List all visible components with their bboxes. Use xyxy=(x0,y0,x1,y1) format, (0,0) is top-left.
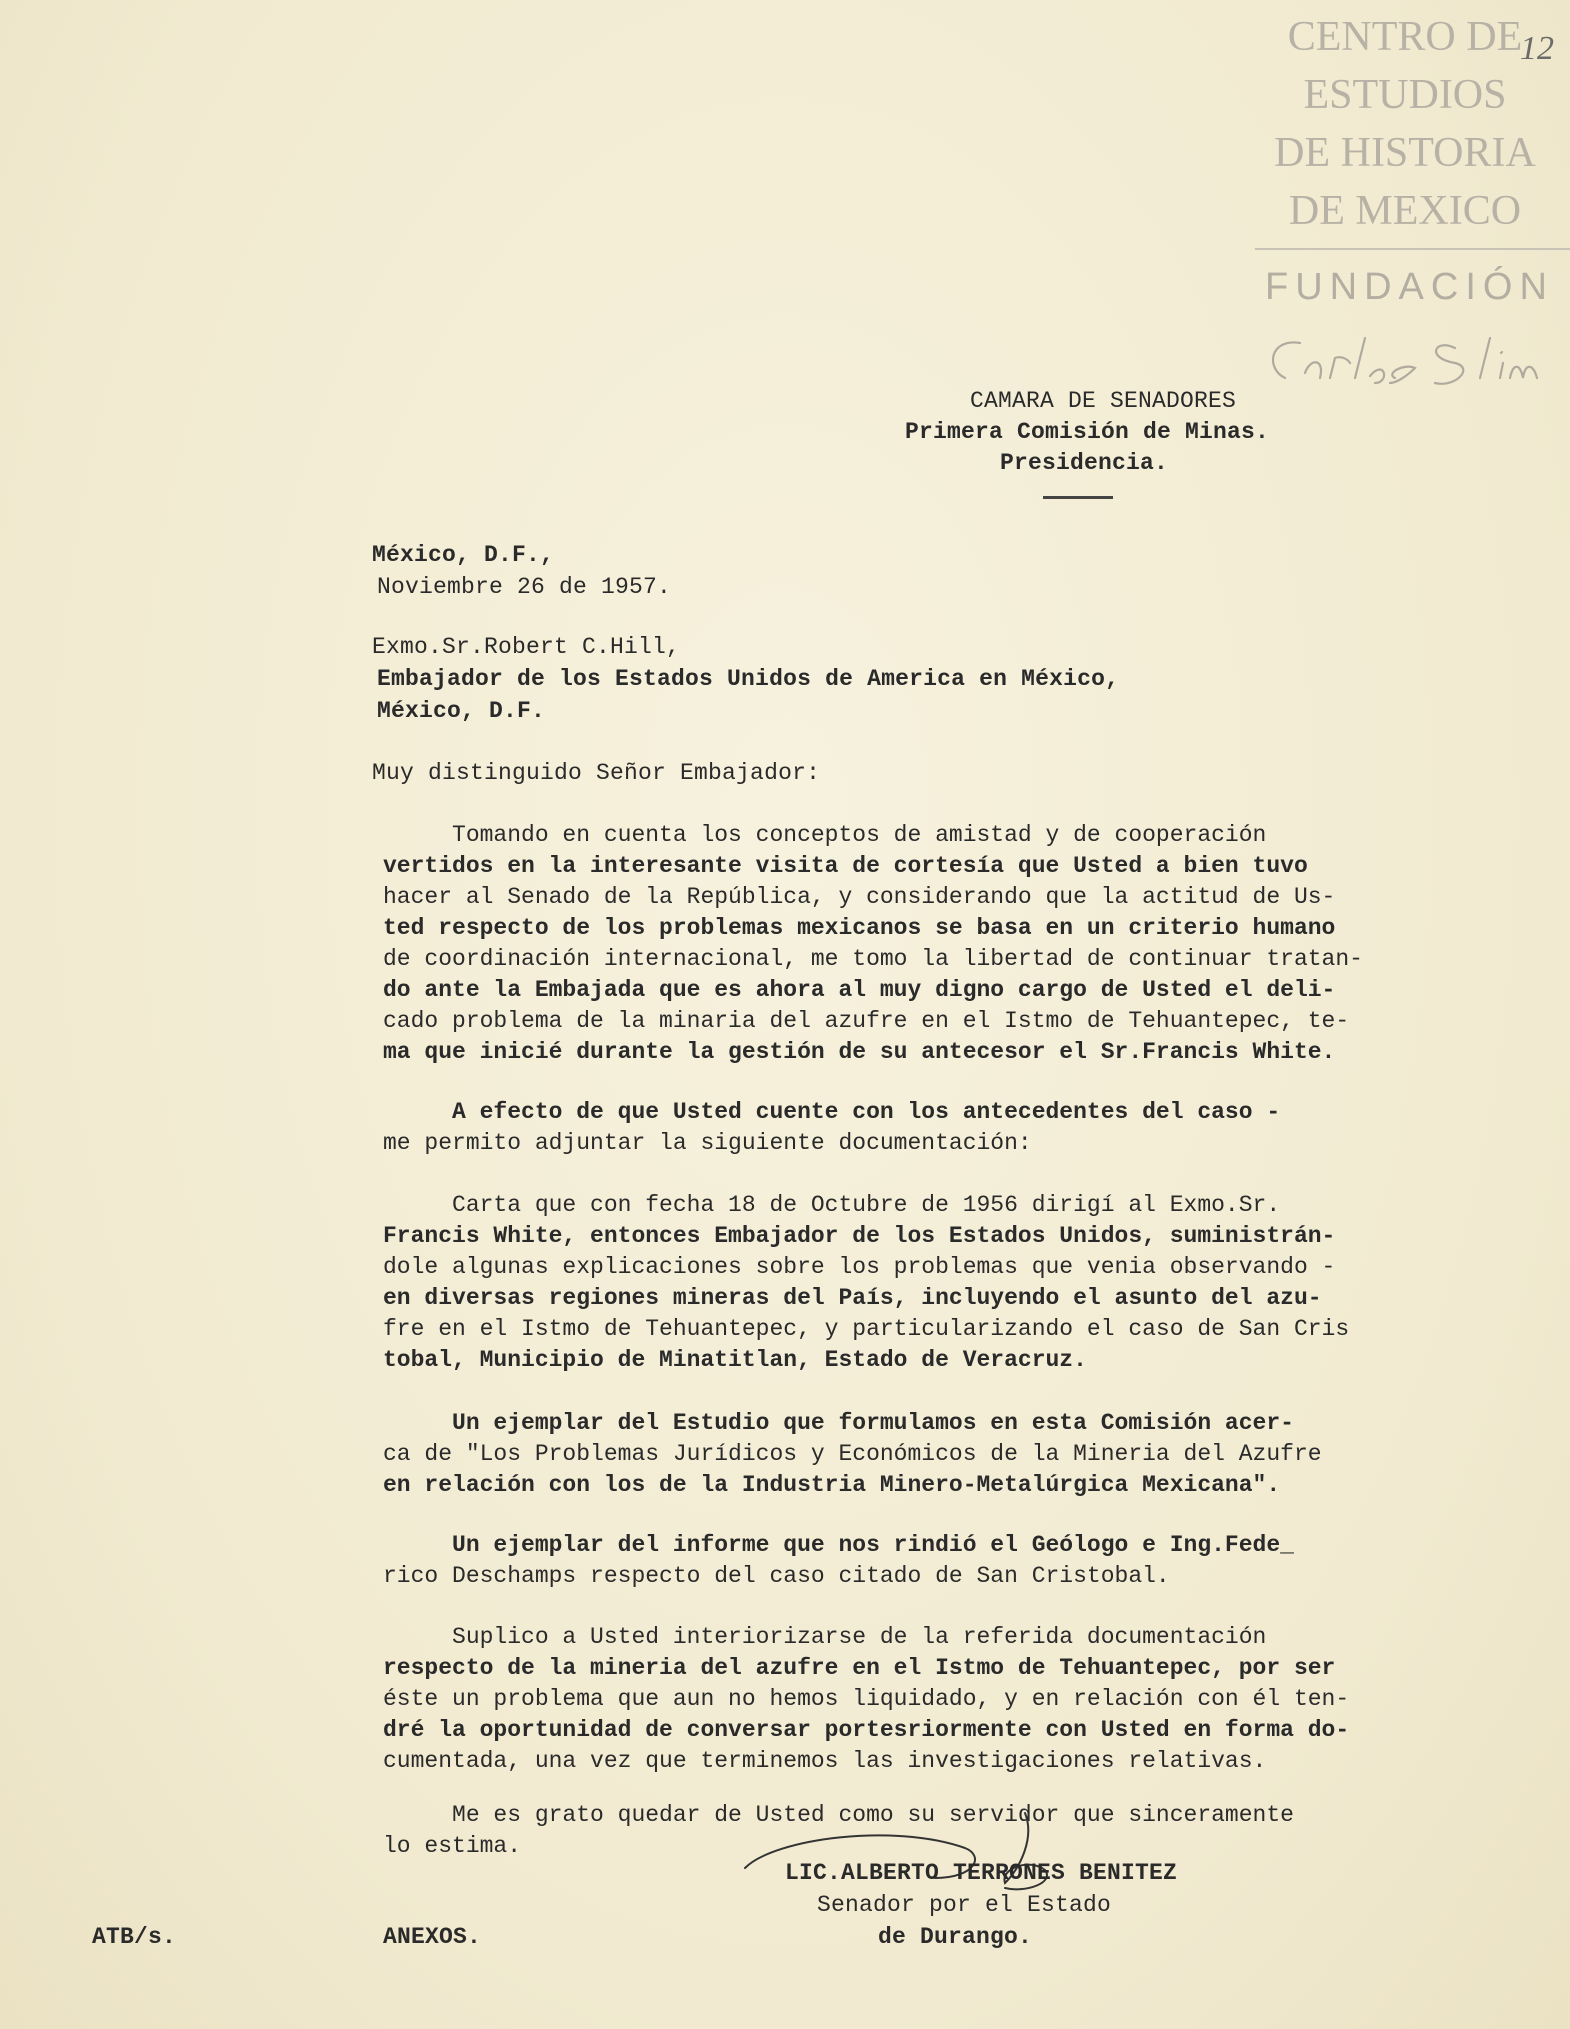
recipient-city: México, D.F. xyxy=(377,698,546,724)
body-paragraph-4 xyxy=(383,1408,1483,1501)
p7-line: Me es grato quedar de Usted como su servidor que sinceramente xyxy=(383,1802,1294,1828)
p1-line: de coordinación internacional, me tomo la libertad de continuar tratan- xyxy=(383,946,1363,972)
p1-line: Tomando en cuenta los conceptos de amistad y de cooperación xyxy=(383,822,1267,848)
p6-line: Suplico a Usted interiorizarse de la referida documentación xyxy=(383,1624,1267,1650)
body-paragraph-2 xyxy=(383,1097,1483,1159)
p3-line: tobal, Municipio de Minatitlan, Estado de Veracruz. xyxy=(383,1347,1087,1373)
carlos-slim-signature-logo xyxy=(1255,328,1565,398)
p1-line: do ante la Embajada que es ahora al muy digno cargo de Usted el deli- xyxy=(383,977,1336,1003)
p2-line: A efecto de que Usted cuente con los antecedentes del caso - xyxy=(383,1099,1281,1125)
p3-line: fre en el Istmo de Tehuantepec, y particularizando el caso de San Cris xyxy=(383,1316,1350,1342)
watermark-line-1: CENTRO DE xyxy=(1287,14,1523,60)
p3-line: dole algunas explicaciones sobre los problemas que venia observando - xyxy=(383,1254,1336,1280)
recipient-name: Exmo.Sr.Robert C.Hill, xyxy=(372,634,681,660)
p4-line: en relación con los de la Industria Minero-Metalúrgica Mexicana". xyxy=(383,1472,1281,1498)
signer-name: LIC.ALBERTO TERRONES BENITEZ xyxy=(785,1860,1178,1886)
p4-line: Un ejemplar del Estudio que formulamos en esta Comisión acer- xyxy=(383,1410,1294,1436)
date-place: México, D.F., xyxy=(372,542,555,568)
signer-state: de Durango. xyxy=(878,1924,1033,1950)
date-line: Noviembre 26 de 1957. xyxy=(377,574,672,600)
archive-watermark xyxy=(1255,8,1555,308)
page-number: 12 xyxy=(1520,30,1554,67)
salutation: Muy distinguido Señor Embajador: xyxy=(372,760,821,786)
p6-line: éste un problema que aun no hemos liquidado, y en relación con él ten- xyxy=(383,1686,1350,1712)
body-paragraph-6 xyxy=(383,1622,1483,1777)
p3-line: Carta que con fecha 18 de Octubre de 1956 dirigí al Exmo.Sr. xyxy=(383,1192,1281,1218)
letterhead-commission: Primera Comisión de Minas. xyxy=(905,419,1270,445)
letterhead-dash xyxy=(1043,496,1113,499)
body-paragraph-3 xyxy=(383,1190,1483,1376)
p3-line: en diversas regiones mineras del País, incluyendo el asunto del azu- xyxy=(383,1285,1322,1311)
recipient-title: Embajador de los Estados Unidos de America en México, xyxy=(377,666,1120,692)
p3-line: Francis White, entonces Embajador de los Estados Unidos, suministrán- xyxy=(383,1223,1336,1249)
watermark-line-4: DE MEXICO xyxy=(1288,188,1522,234)
annexes-label: ANEXOS. xyxy=(383,1924,482,1950)
p1-line: vertidos en la interesante visita de cortesía que Usted a bien tuvo xyxy=(383,853,1308,879)
p6-line: respecto de la mineria del azufre en el Istmo de Tehuantepec, por ser xyxy=(383,1655,1336,1681)
watermark-line-3: DE HISTORIA xyxy=(1274,130,1536,176)
p6-line: dré la oportunidad de conversar portesriormente con Usted en forma do- xyxy=(383,1717,1350,1743)
body-paragraph-1 xyxy=(383,820,1483,1068)
watermark-line-2: ESTUDIOS xyxy=(1303,72,1507,118)
p1-line: ted respecto de los problemas mexicanos se basa en un criterio humano xyxy=(383,915,1336,941)
letterhead-presidency: Presidencia. xyxy=(1000,450,1169,476)
body-paragraph-5 xyxy=(383,1530,1483,1592)
p1-line: cado problema de la minaria del azufre en el Istmo de Tehuantepec, te- xyxy=(383,1008,1350,1034)
signer-title: Senador por el Estado xyxy=(817,1892,1112,1918)
p4-line: ca de "Los Problemas Jurídicos y Económicos de la Mineria del Azufre xyxy=(383,1441,1322,1467)
p2-line: me permito adjuntar la siguiente documentación: xyxy=(383,1130,1032,1156)
typist-initials: ATB/s. xyxy=(92,1924,177,1950)
p1-line: hacer al Senado de la República, y considerando que la actitud de Us- xyxy=(383,884,1336,910)
watermark-divider xyxy=(1255,248,1570,250)
p6-line: cumentada, una vez que terminemos las investigaciones relativas. xyxy=(383,1748,1267,1774)
p5-line: Un ejemplar del informe que nos rindió el Geólogo e Ing.Fede_ xyxy=(383,1532,1294,1558)
watermark-fundacion: FUNDACIÓN xyxy=(1265,266,1554,308)
p7-line: lo estima. xyxy=(383,1833,522,1859)
p1-line: ma que inicié durante la gestión de su antecesor el Sr.Francis White. xyxy=(383,1039,1336,1065)
letterhead-chamber: CAMARA DE SENADORES xyxy=(970,388,1237,414)
p5-line: rico Deschamps respecto del caso citado de San Cristobal. xyxy=(383,1563,1170,1589)
